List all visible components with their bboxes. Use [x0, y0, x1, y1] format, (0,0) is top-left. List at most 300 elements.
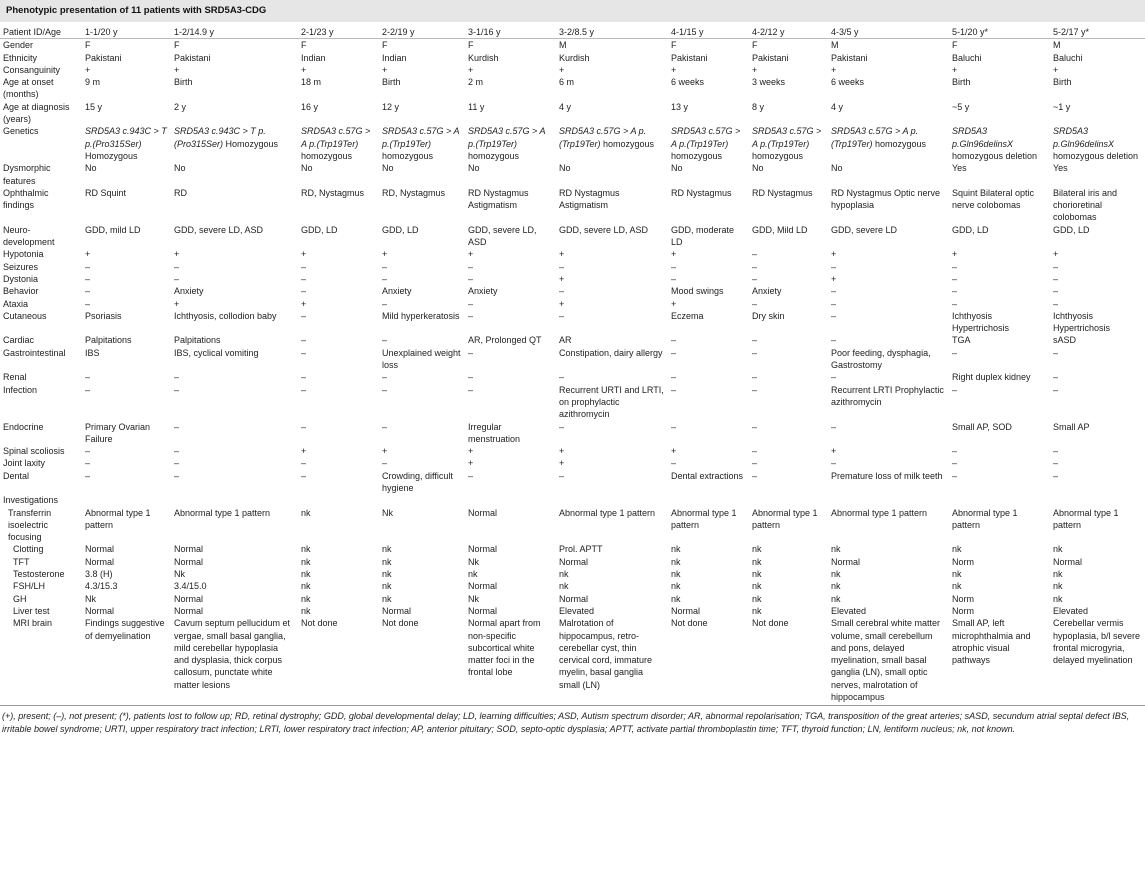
- table-cell: –: [1053, 470, 1059, 481]
- table-cell: GDD, mild LD: [85, 224, 141, 235]
- table-cell: TGA: [952, 335, 971, 346]
- table-cell: Elevated: [1053, 605, 1089, 616]
- table-cell: –: [382, 421, 388, 432]
- table-cell: +: [85, 249, 91, 260]
- table-cell: Abnormal type 1 pattern: [671, 507, 737, 530]
- table-cell: nk: [1053, 544, 1063, 555]
- table-row: [0, 298, 1145, 310]
- table-cell: nk: [301, 593, 311, 604]
- table-cell: Dental extractions: [671, 470, 744, 481]
- table-cell: –: [301, 261, 307, 272]
- table-cell: Normal: [85, 605, 115, 616]
- table-cell: –: [952, 458, 958, 469]
- table-cell: –: [752, 335, 758, 346]
- table-cell: +: [1053, 249, 1059, 260]
- table-cell: –: [85, 286, 91, 297]
- table-row: [0, 39, 1145, 52]
- table-cell: Baluchi: [1053, 52, 1083, 63]
- table-cell: –: [301, 335, 307, 346]
- table-cell: +: [85, 64, 91, 75]
- table-cell: –: [671, 261, 677, 272]
- table-cell: Birth: [952, 77, 971, 88]
- table-cell: Nk: [468, 556, 479, 567]
- table-cell: +: [174, 249, 180, 260]
- table-cell: –: [174, 421, 180, 432]
- table-cell: GDD, LD: [301, 224, 338, 235]
- table-cell: 2 y: [174, 101, 187, 112]
- table-cell: F: [382, 40, 388, 51]
- table-cell: nk: [382, 544, 392, 555]
- table-cell: –: [671, 335, 677, 346]
- table-row: [0, 273, 1145, 285]
- table-cell: [1050, 125, 1145, 162]
- table-cell: –: [468, 273, 474, 284]
- table-cell: +: [382, 249, 388, 260]
- table-cell: nk: [382, 581, 392, 592]
- table-cell: –: [85, 372, 91, 383]
- table-cell: Anxiety: [174, 286, 204, 297]
- table-cell: –: [559, 470, 565, 481]
- table-cell: No: [301, 163, 313, 174]
- table-cell: F: [671, 40, 677, 51]
- table-cell: Normal: [174, 593, 204, 604]
- row-label: Genetics: [3, 126, 39, 137]
- genetic-variant: SRD5A3 c.57G > A p.(Trp19Ter): [831, 126, 919, 149]
- genetic-variant: SRD5A3 c.943C > T p.(Pro315Ser): [174, 126, 266, 149]
- table-cell: –: [174, 446, 180, 457]
- table-cell: Ichthyosis, collodion baby: [174, 310, 277, 321]
- genetic-variant: SRD5A3 c.57G > A p.(Trp19Ter): [559, 126, 647, 149]
- table-cell: –: [752, 384, 758, 395]
- table-cell: –: [1053, 446, 1059, 457]
- table-cell: +: [301, 64, 307, 75]
- table-cell: Elevated: [831, 605, 867, 616]
- table-row: [0, 310, 1145, 335]
- table-cell: M: [1053, 40, 1061, 51]
- table-cell: +: [382, 64, 388, 75]
- table-cell: –: [468, 470, 474, 481]
- table-cell: nk: [952, 581, 962, 592]
- row-label: Renal: [3, 372, 27, 383]
- table-cell: +: [301, 249, 307, 260]
- table-cell: –: [671, 372, 677, 383]
- row-label: Cardiac: [3, 335, 35, 346]
- table-cell: Normal: [831, 556, 861, 567]
- table-cell: +: [559, 64, 565, 75]
- table-cell: nk: [752, 581, 762, 592]
- table-cell: RD Nystagmus: [752, 187, 813, 198]
- table-cell: No: [468, 163, 480, 174]
- table-cell: [171, 494, 298, 506]
- table-cell: GDD, LD: [382, 224, 419, 235]
- table-cell: Kurdish: [468, 52, 499, 63]
- table-cell: –: [174, 261, 180, 272]
- table-cell: Normal: [382, 605, 412, 616]
- table-cell: +: [301, 298, 307, 309]
- row-label: Dental: [3, 470, 30, 481]
- table-cell: –: [174, 273, 180, 284]
- table-cell: Premature loss of milk teeth: [831, 470, 943, 481]
- table-cell: Abnormal type 1 pattern: [85, 507, 151, 530]
- table-cell: Norm: [952, 556, 974, 567]
- table-cell: nk: [831, 581, 841, 592]
- table-cell: Constipation, dairy allergy: [559, 347, 663, 358]
- table-cell: –: [671, 421, 677, 432]
- genetic-variant: SRD5A3 p.Gln96delinsX: [952, 126, 1014, 149]
- table-cell: 3 weeks: [752, 77, 786, 88]
- table-cell: Abnormal type 1 pattern: [952, 507, 1018, 530]
- table-cell: F: [85, 40, 91, 51]
- table-cell: +: [559, 273, 565, 284]
- table-cell: –: [831, 372, 837, 383]
- table-row: [0, 224, 1145, 249]
- column-header-label: Patient ID/Age: [0, 22, 82, 39]
- row-label: Dystonia: [3, 273, 39, 284]
- table-cell: –: [468, 261, 474, 272]
- table-cell: +: [174, 64, 180, 75]
- table-cell: +: [468, 249, 474, 260]
- table-cell: +: [952, 64, 958, 75]
- table-cell: F: [468, 40, 474, 51]
- table-cell: Nk: [468, 593, 479, 604]
- table-row: [0, 64, 1145, 76]
- table-cell: Normal: [174, 605, 204, 616]
- table-cell: nk: [1053, 593, 1063, 604]
- table-cell: –: [85, 298, 91, 309]
- genetic-variant: SRD5A3 c.943C > T p.(Pro315Ser): [85, 126, 167, 149]
- table-cell: IBS, cyclical vomiting: [174, 347, 259, 358]
- table-cell: –: [952, 286, 958, 297]
- table-cell: Ichthyosis Hypertrichosis: [1053, 310, 1111, 334]
- table-cell: nk: [671, 544, 681, 555]
- table-cell: Normal: [174, 556, 204, 567]
- table-cell: Abnormal type 1 pattern: [752, 507, 818, 530]
- table-cell: nk: [752, 544, 762, 555]
- genetic-variant: SRD5A3 c.57G > A p.(Trp19Ter): [468, 126, 546, 149]
- table-cell: –: [752, 249, 758, 260]
- table-cell: Normal: [174, 544, 204, 555]
- zygosity: homozygous: [872, 138, 927, 149]
- table-cell: RD Nystagmus: [671, 187, 732, 198]
- row-label: Endocrine: [3, 421, 44, 432]
- table-title: Phenotypic presentation of 11 patients with SRD5A3-CDG: [0, 0, 1145, 22]
- table-cell: nk: [671, 581, 681, 592]
- table-cell: –: [468, 372, 474, 383]
- table-cell: –: [752, 446, 758, 457]
- row-label: Consanguinity: [3, 64, 61, 75]
- table-cell: nk: [831, 593, 841, 604]
- table-cell: [171, 125, 298, 162]
- table-cell: nk: [752, 593, 762, 604]
- row-label: Testosterone: [13, 569, 65, 580]
- table-row: [0, 605, 1145, 617]
- table-cell: –: [952, 298, 958, 309]
- row-label: Joint laxity: [3, 458, 46, 469]
- table-cell: 11 y: [468, 101, 485, 112]
- table-cell: Palpitations: [174, 335, 221, 346]
- table-row: [0, 125, 1145, 162]
- table-cell: –: [831, 310, 837, 321]
- table-cell: No: [752, 163, 764, 174]
- column-header-patient: 2-2/19 y: [379, 22, 465, 39]
- table-cell: F: [752, 40, 758, 51]
- table-cell: –: [831, 261, 837, 272]
- zygosity: homozygous deletion: [952, 150, 1038, 161]
- table-cell: –: [382, 372, 388, 383]
- table-cell: AR: [559, 335, 572, 346]
- table-cell: RD, Nystagmus: [301, 187, 365, 198]
- table-cell: Normal: [468, 605, 498, 616]
- table-cell: Prol. APTT: [559, 544, 603, 555]
- table-cell: nk: [301, 507, 311, 518]
- table-cell: –: [559, 421, 565, 432]
- table-cell: GDD, LD: [1053, 224, 1090, 235]
- row-label: Liver test: [13, 605, 50, 616]
- table-cell: –: [382, 298, 388, 309]
- table-cell: [749, 494, 828, 506]
- table-cell: –: [952, 446, 958, 457]
- table-cell: Pakistani: [671, 52, 708, 63]
- table-cell: Yes: [952, 163, 967, 174]
- table-cell: [828, 494, 949, 506]
- table-cell: –: [174, 384, 180, 395]
- table-cell: nk: [671, 556, 681, 567]
- table-cell: GDD, Mild LD: [752, 224, 808, 235]
- table-cell: Recurrent URTI and LRTI, on prophylactic azithromycin: [559, 384, 664, 420]
- table-cell: +: [831, 273, 837, 284]
- table-cell: +: [952, 249, 958, 260]
- genetic-variant: SRD5A3 c.57G > A p.(Trp19Ter): [752, 126, 822, 149]
- row-label: Infection: [3, 384, 38, 395]
- table-cell: +: [382, 446, 388, 457]
- table-row: [0, 76, 1145, 101]
- table-cell: [298, 125, 379, 162]
- table-cell: –: [831, 335, 837, 346]
- table-cell: Normal: [468, 507, 498, 518]
- table-cell: M: [559, 40, 567, 51]
- table-cell: –: [468, 310, 474, 321]
- row-label: FSH/LH: [13, 581, 46, 592]
- table-cell: –: [1053, 261, 1059, 272]
- table-cell: RD, Nystagmus: [382, 187, 446, 198]
- table-cell: –: [382, 458, 388, 469]
- table-cell: Abnormal type 1 pattern: [831, 507, 928, 518]
- table-cell: –: [752, 298, 758, 309]
- row-label: Gender: [3, 40, 34, 51]
- table-cell: +: [831, 249, 837, 260]
- table-row: [0, 593, 1145, 605]
- table-cell: No: [85, 163, 97, 174]
- table-cell: [298, 494, 379, 506]
- table-cell: 4 y: [831, 101, 844, 112]
- table-cell: –: [85, 261, 91, 272]
- table-cell: Crowding, difficult hygiene: [382, 470, 453, 493]
- table-cell: –: [1053, 298, 1059, 309]
- table-cell: [668, 125, 749, 162]
- row-label: Cutaneous: [3, 310, 47, 321]
- table-cell: Normal: [468, 544, 498, 555]
- table-cell: nk: [952, 544, 962, 555]
- table-cell: +: [301, 446, 307, 457]
- table-cell: –: [85, 470, 91, 481]
- table-cell: –: [752, 421, 758, 432]
- table-cell: Anxiety: [468, 286, 498, 297]
- table-cell: Yes: [1053, 163, 1068, 174]
- table-cell: [828, 125, 949, 162]
- table-cell: Small AP, SOD: [952, 421, 1012, 432]
- table-cell: [1050, 494, 1145, 506]
- table-cell: nk: [382, 593, 392, 604]
- table-cell: nk: [559, 581, 569, 592]
- table-cell: F: [174, 40, 180, 51]
- table-row: [0, 568, 1145, 580]
- table-cell: Normal: [1053, 556, 1083, 567]
- column-header-patient: 4-3/5 y: [828, 22, 949, 39]
- table-cell: RD Squint: [85, 187, 127, 198]
- table-row: [0, 334, 1145, 346]
- table-cell: Findings suggestive of demyelination: [82, 617, 171, 706]
- row-label: Transferrin isoelectric focusing: [8, 507, 52, 543]
- table-cell: Pakistani: [174, 52, 211, 63]
- table-cell: –: [85, 384, 91, 395]
- table-cell: 3.8 (H): [85, 569, 113, 580]
- table-cell: Baluchi: [952, 52, 982, 63]
- table-cell: +: [752, 64, 758, 75]
- table-cell: –: [952, 384, 958, 395]
- column-header-patient: 3-2/8.5 y: [556, 22, 668, 39]
- table-cell: [465, 494, 556, 506]
- table-cell: Ichthyosis Hypertrichosis: [952, 310, 1010, 334]
- table-cell: –: [1053, 372, 1059, 383]
- table-cell: No: [174, 163, 186, 174]
- table-cell: 6 weeks: [671, 77, 705, 88]
- table-cell: nk: [1053, 569, 1063, 580]
- table-cell: GDD, severe LD: [831, 224, 898, 235]
- table-cell: –: [752, 458, 758, 469]
- table-cell: nk: [301, 556, 311, 567]
- table-cell: 12 y: [382, 101, 400, 112]
- table-cell: Birth: [382, 77, 401, 88]
- table-cell: GDD, severe LD, ASD: [468, 224, 537, 248]
- column-header-patient: 4-1/15 y: [668, 22, 749, 39]
- table-cell: 15 y: [85, 101, 103, 112]
- column-header-patient: 5-1/20 y*: [949, 22, 1050, 39]
- table-cell: –: [382, 384, 388, 395]
- phenotype-table: [0, 22, 1145, 706]
- row-label: GH: [13, 593, 27, 604]
- genetic-variant: SRD5A3 c.57G > A p.(Trp19Ter): [301, 126, 371, 149]
- table-cell: Abnormal type 1 pattern: [559, 507, 656, 518]
- table-cell: Abnormal type 1 pattern: [1053, 507, 1119, 530]
- table-cell: –: [559, 372, 565, 383]
- table-cell: 4.3/15.3: [85, 581, 118, 592]
- table-cell: 13 y: [671, 101, 689, 112]
- column-header-patient: 1-2/14.9 y: [171, 22, 298, 39]
- table-cell: –: [831, 421, 837, 432]
- table-cell: ~5 y: [952, 101, 970, 112]
- table-cell: Birth: [1053, 77, 1072, 88]
- table-row: [0, 261, 1145, 273]
- table-cell: –: [301, 372, 307, 383]
- table-cell: +: [559, 249, 565, 260]
- table-cell: nk: [382, 556, 392, 567]
- table-cell: RD Nystagmus Astigmatism: [559, 187, 620, 211]
- table-cell: Anxiety: [752, 286, 782, 297]
- table-cell: nk: [382, 569, 392, 580]
- table-cell: AR, Prolonged QT: [468, 335, 542, 346]
- table-row: [0, 162, 1145, 187]
- column-header-patient: 3-1/16 y: [465, 22, 556, 39]
- table-cell: GDD, severe LD, ASD: [174, 224, 264, 235]
- header-row: [0, 22, 1145, 39]
- table-cell: –: [301, 273, 307, 284]
- table-cell: [749, 125, 828, 162]
- table-cell: –: [752, 273, 758, 284]
- table-cell: –: [559, 286, 565, 297]
- table-cell: +: [671, 446, 677, 457]
- table-cell: GDD, LD: [952, 224, 989, 235]
- table-cell: –: [952, 261, 958, 272]
- table-cell: Normal apart from non-specific subcortical white matter foci in the frontal lobe: [465, 617, 556, 706]
- table-cell: –: [831, 286, 837, 297]
- table-cell: GDD, severe LD, ASD: [559, 224, 649, 235]
- table-cell: Abnormal type 1 pattern: [174, 507, 271, 518]
- table-cell: Recurrent LRTI Prophylactic azithromycin: [831, 384, 944, 407]
- table-cell: –: [1053, 458, 1059, 469]
- table-cell: IBS: [85, 347, 100, 358]
- table-cell: –: [301, 286, 307, 297]
- table-cell: Normal: [85, 556, 115, 567]
- table-cell: +: [831, 64, 837, 75]
- table-cell: –: [952, 347, 958, 358]
- row-label: Clotting: [13, 544, 44, 555]
- table-cell: –: [301, 458, 307, 469]
- genetic-variant: SRD5A3 p.Gln96delinsX: [1053, 126, 1115, 149]
- table-cell: Not done: [298, 617, 379, 706]
- table-cell: Indian: [301, 52, 326, 63]
- table-cell: –: [301, 384, 307, 395]
- table-row: [0, 347, 1145, 372]
- table-cell: Right duplex kidney: [952, 372, 1031, 383]
- table-cell: –: [671, 458, 677, 469]
- table-cell: nk: [752, 569, 762, 580]
- table-cell: +: [468, 458, 474, 469]
- row-label: Neuro-development: [3, 224, 55, 248]
- table-cell: Primary Ovarian Failure: [85, 421, 151, 444]
- table-cell: –: [174, 458, 180, 469]
- table-cell: Indian: [382, 52, 407, 63]
- row-label: Ophthalmic findings: [3, 187, 49, 211]
- table-cell: –: [174, 372, 180, 383]
- table-cell: Pakistani: [831, 52, 868, 63]
- table-cell: 16 y: [301, 101, 319, 112]
- table-cell: Normal: [559, 593, 589, 604]
- table-row: [0, 445, 1145, 457]
- table-cell: –: [752, 372, 758, 383]
- table-row: [0, 457, 1145, 469]
- zygosity: homozygous: [382, 150, 434, 161]
- table-cell: –: [752, 470, 758, 481]
- table-cell: 3.4/15.0: [174, 581, 207, 592]
- table-cell: –: [1053, 273, 1059, 284]
- table-cell: [556, 125, 668, 162]
- row-label: Spinal scoliosis: [3, 446, 65, 457]
- table-cell: –: [85, 273, 91, 284]
- genetic-variant: SRD5A3 c.57G > A p.(Trp19Ter): [382, 126, 460, 149]
- row-label: Ataxia: [3, 298, 29, 309]
- table-row: [0, 507, 1145, 544]
- row-label: Age at onset (months): [3, 77, 54, 100]
